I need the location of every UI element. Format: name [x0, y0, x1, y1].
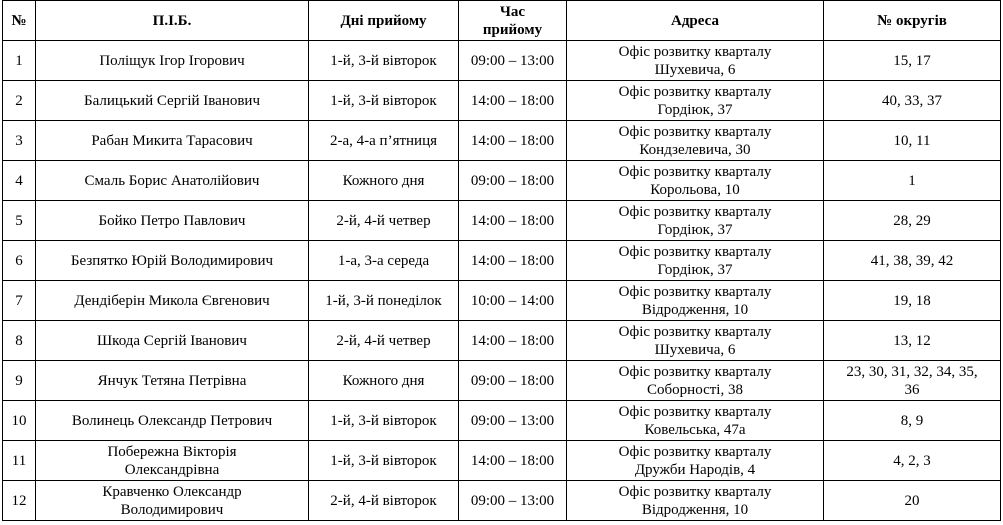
name-line: Рабан Микита Тарасович — [91, 132, 253, 149]
addr-line: Офіс розвитку кварталу — [618, 443, 772, 460]
cell-days: 1-й, 3-й вівторок — [309, 81, 459, 121]
cell-time: 14:00 – 18:00 — [459, 321, 567, 361]
addr-line: Гордіюк, 37 — [657, 221, 733, 238]
cell-name — [36, 121, 309, 161]
districts-line: 41, 38, 39, 42 — [870, 252, 954, 269]
table-row — [3, 161, 1001, 201]
table-row — [3, 281, 1001, 321]
header-num: № — [3, 1, 36, 41]
cell-districts — [824, 441, 1001, 481]
header-districts: № округів — [824, 1, 1001, 41]
cell-address — [567, 121, 824, 161]
cell-days: 1-й, 3-й понеділок — [309, 281, 459, 321]
name-line: Безпятко Юрій Володимирович — [70, 252, 274, 269]
cell-address — [567, 361, 824, 401]
cell-name — [36, 161, 309, 201]
addr-line: Шухевича, 6 — [654, 341, 736, 358]
table-row — [3, 201, 1001, 241]
cell-name — [36, 361, 309, 401]
cell-days: 1-й, 3-й вівторок — [309, 441, 459, 481]
cell-name — [36, 481, 309, 521]
cell-time: 14:00 – 18:00 — [459, 241, 567, 281]
addr-line: Офіс розвитку кварталу — [618, 123, 772, 140]
name-line: Володимирович — [120, 501, 224, 518]
cell-districts — [824, 321, 1001, 361]
name-line: Побережна Вікторія — [107, 443, 237, 460]
cell-districts — [824, 281, 1001, 321]
addr-line: Корольова, 10 — [650, 181, 740, 198]
cell-num: 6 — [3, 241, 36, 281]
addr-line: Кондзелевича, 30 — [639, 141, 751, 158]
districts-line: 8, 9 — [900, 412, 924, 429]
cell-time: 14:00 – 18:00 — [459, 121, 567, 161]
cell-days: 2-а, 4-а п’ятниця — [309, 121, 459, 161]
addr-line: Ковельська, 47а — [644, 421, 746, 438]
districts-line: 23, 30, 31, 32, 34, 35, — [846, 363, 978, 380]
cell-time: 09:00 – 18:00 — [459, 361, 567, 401]
table-row — [3, 401, 1001, 441]
table-row — [3, 81, 1001, 121]
cell-address — [567, 41, 824, 81]
cell-address — [567, 441, 824, 481]
cell-districts — [824, 201, 1001, 241]
districts-line: 36 — [904, 381, 920, 398]
cell-days: 2-й, 4-й вівторок — [309, 481, 459, 521]
cell-address — [567, 81, 824, 121]
cell-name — [36, 281, 309, 321]
cell-time: 10:00 – 14:00 — [459, 281, 567, 321]
cell-num: 7 — [3, 281, 36, 321]
addr-line: Офіс розвитку кварталу — [618, 363, 772, 380]
name-line: Кравченко Олександр — [102, 483, 242, 500]
districts-line: 15, 17 — [893, 52, 931, 69]
name-line: Дендіберін Микола Євгенович — [74, 292, 270, 309]
cell-districts — [824, 361, 1001, 401]
cell-address — [567, 201, 824, 241]
table-row — [3, 41, 1001, 81]
addr-line: Дружби Народів, 4 — [634, 461, 756, 478]
cell-num: 2 — [3, 81, 36, 121]
cell-name — [36, 81, 309, 121]
cell-days: Кожного дня — [309, 361, 459, 401]
header-name: П.І.Б. — [36, 1, 309, 41]
cell-num: 4 — [3, 161, 36, 201]
cell-districts — [824, 81, 1001, 121]
cell-num: 5 — [3, 201, 36, 241]
districts-line: 1 — [908, 172, 916, 189]
addr-line: Офіс розвитку кварталу — [618, 483, 772, 500]
cell-name — [36, 201, 309, 241]
addr-line: Офіс розвитку кварталу — [618, 83, 772, 100]
header-days: Дні прийому — [309, 1, 459, 41]
districts-line: 40, 33, 37 — [882, 92, 942, 109]
name-line: Смаль Борис Анатолійович — [84, 172, 260, 189]
header-time-line1: Час — [499, 3, 526, 20]
cell-time: 09:00 – 18:00 — [459, 161, 567, 201]
cell-name — [36, 441, 309, 481]
table-row — [3, 441, 1001, 481]
name-line: Олександрівна — [124, 461, 220, 478]
cell-name — [36, 401, 309, 441]
header-time-line2: прийому — [482, 21, 543, 38]
addr-line: Офіс розвитку кварталу — [618, 323, 772, 340]
cell-address — [567, 161, 824, 201]
header-address: Адреса — [567, 1, 824, 41]
cell-time: 09:00 – 13:00 — [459, 481, 567, 521]
name-line: Янчук Тетяна Петрівна — [97, 372, 247, 389]
table-row — [3, 481, 1001, 521]
addr-line: Відродження, 10 — [641, 301, 749, 318]
cell-name — [36, 321, 309, 361]
cell-days: 1-й, 3-й вівторок — [309, 41, 459, 81]
cell-time: 14:00 – 18:00 — [459, 201, 567, 241]
name-line: Шкода Сергій Іванович — [97, 332, 247, 349]
header-row — [3, 1, 1001, 41]
districts-line: 20 — [904, 492, 920, 509]
cell-num: 9 — [3, 361, 36, 401]
cell-num: 10 — [3, 401, 36, 441]
addr-line: Офіс розвитку кварталу — [618, 283, 772, 300]
cell-num: 12 — [3, 481, 36, 521]
districts-line: 4, 2, 3 — [893, 452, 931, 469]
addr-line: Офіс розвитку кварталу — [618, 403, 772, 420]
cell-days: 2-й, 4-й четвер — [309, 321, 459, 361]
name-line: Волинець Олександр Петрович — [71, 412, 273, 429]
addr-line: Гордіюк, 37 — [657, 261, 733, 278]
name-line: Поліщук Ігор Ігорович — [99, 52, 245, 69]
cell-districts — [824, 161, 1001, 201]
table-row — [3, 361, 1001, 401]
cell-address — [567, 281, 824, 321]
cell-districts — [824, 241, 1001, 281]
addr-line: Офіс розвитку кварталу — [618, 163, 772, 180]
cell-address — [567, 321, 824, 361]
cell-num: 11 — [3, 441, 36, 481]
cell-districts — [824, 401, 1001, 441]
header-time — [459, 1, 567, 41]
districts-line: 19, 18 — [893, 292, 931, 309]
cell-name — [36, 241, 309, 281]
addr-line: Офіс розвитку кварталу — [618, 203, 772, 220]
districts-line: 13, 12 — [893, 332, 931, 349]
cell-days: 1-й, 3-й вівторок — [309, 401, 459, 441]
name-line: Бойко Петро Павлович — [98, 212, 246, 229]
addr-line: Відродження, 10 — [641, 501, 749, 518]
schedule-table — [2, 0, 1001, 521]
addr-line: Офіс розвитку кварталу — [618, 43, 772, 60]
cell-districts — [824, 41, 1001, 81]
addr-line: Шухевича, 6 — [654, 61, 736, 78]
districts-line: 10, 11 — [893, 132, 931, 149]
cell-address — [567, 401, 824, 441]
cell-districts — [824, 481, 1001, 521]
cell-days: 1-а, 3-а середа — [309, 241, 459, 281]
cell-num: 1 — [3, 41, 36, 81]
cell-time: 14:00 – 18:00 — [459, 81, 567, 121]
table-row — [3, 321, 1001, 361]
cell-days: Кожного дня — [309, 161, 459, 201]
cell-address — [567, 481, 824, 521]
cell-days: 2-й, 4-й четвер — [309, 201, 459, 241]
table-row — [3, 121, 1001, 161]
cell-name — [36, 41, 309, 81]
cell-time: 09:00 – 13:00 — [459, 41, 567, 81]
cell-address — [567, 241, 824, 281]
cell-time: 14:00 – 18:00 — [459, 441, 567, 481]
districts-line: 28, 29 — [893, 212, 931, 229]
addr-line: Гордіюк, 37 — [657, 101, 733, 118]
name-line: Балицький Сергій Іванович — [83, 92, 261, 109]
addr-line: Соборності, 38 — [647, 381, 743, 398]
cell-num: 3 — [3, 121, 36, 161]
cell-num: 8 — [3, 321, 36, 361]
addr-line: Офіс розвитку кварталу — [618, 243, 772, 260]
table-row — [3, 241, 1001, 281]
cell-districts — [824, 121, 1001, 161]
cell-time: 09:00 – 13:00 — [459, 401, 567, 441]
